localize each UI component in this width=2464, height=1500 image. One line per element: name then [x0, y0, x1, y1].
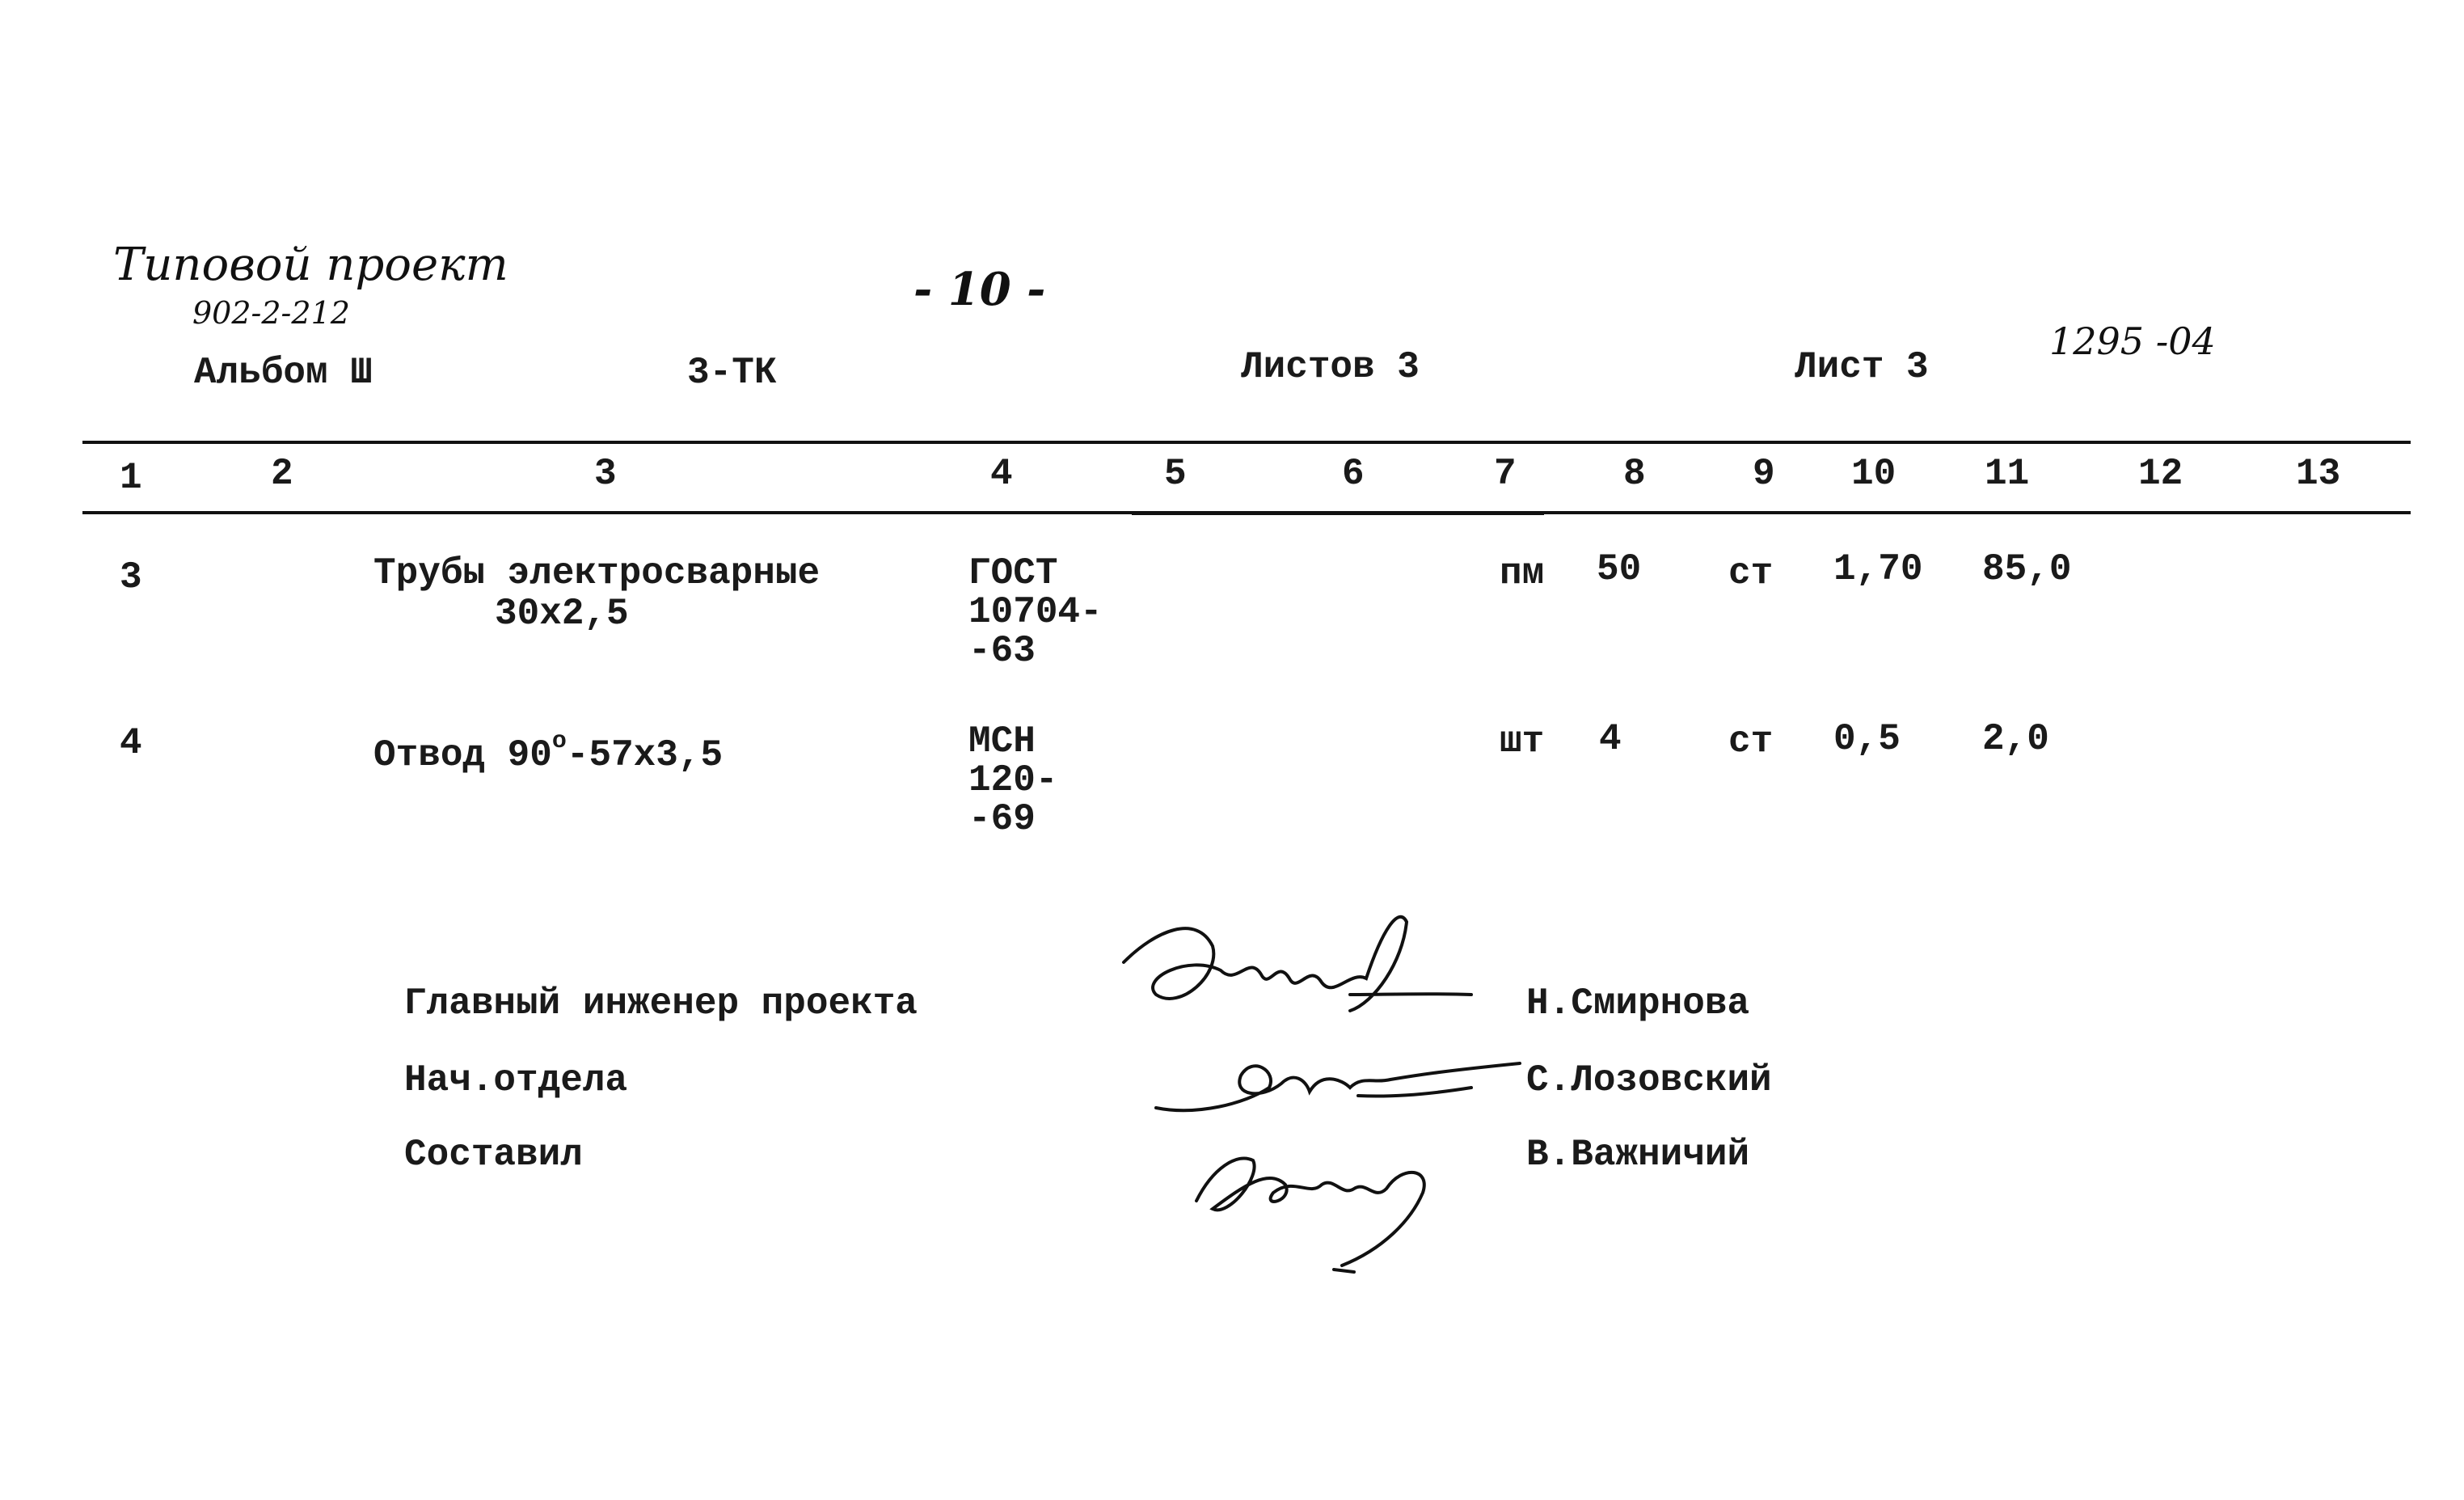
- column-number: 8: [1623, 453, 1646, 495]
- project-title-handwritten: Типовой проект: [113, 239, 508, 291]
- standard-line2: 10704-: [968, 591, 1103, 633]
- item-size: 30х2,5: [495, 593, 629, 635]
- item-name: Трубы электросварные: [373, 552, 821, 594]
- project-number-handwritten: 902-2-212: [192, 295, 350, 331]
- degree-sign: о: [551, 728, 567, 755]
- row-number: 3: [120, 556, 142, 598]
- column-number: 5: [1164, 453, 1187, 495]
- column-number: 3: [594, 453, 617, 495]
- column-number: 6: [1342, 453, 1365, 495]
- standard-line1: МСН: [968, 720, 1036, 763]
- column-number: 11: [1985, 453, 2030, 495]
- signature-scribble: [1180, 1120, 1455, 1274]
- signature-scribble: [1148, 1039, 1528, 1128]
- total-mass: 85,0: [1982, 548, 2072, 590]
- column-number: 13: [2296, 453, 2341, 495]
- unit: шт: [1500, 720, 1545, 763]
- column-number: 7: [1494, 453, 1517, 495]
- unit-mass: 1,70: [1833, 548, 1923, 590]
- signatory-name: Н.Смирнова: [1526, 982, 1750, 1025]
- column-header-rule-accent: [1132, 513, 1544, 515]
- signatory-role: Главный инженер проекта: [404, 982, 918, 1025]
- page-number: - 10 -: [913, 263, 1046, 316]
- material: ст: [1728, 720, 1774, 763]
- column-number: 1: [120, 457, 142, 499]
- signatory-role: Нач.отдела: [404, 1059, 628, 1101]
- unit-mass: 0,5: [1833, 718, 1901, 760]
- standard-line1: ГОСТ: [968, 552, 1058, 594]
- item-name-tail: -57х3,5: [566, 734, 724, 776]
- album-label: Альбом Ш: [194, 352, 373, 394]
- item-name-text: Отвод 90: [373, 734, 552, 776]
- column-number: 10: [1851, 453, 1897, 495]
- unit: пм: [1500, 552, 1545, 594]
- sheet-number: Лист 3: [1795, 346, 1929, 388]
- signatory-name: В.Важничий: [1526, 1134, 1750, 1176]
- table-top-rule: [82, 441, 2411, 444]
- column-number: 4: [990, 453, 1013, 495]
- sheets-total: Листов 3: [1241, 346, 1420, 388]
- document-code: 3-ТК: [687, 352, 777, 394]
- column-number: 12: [2138, 453, 2183, 495]
- standard-line3: -63: [968, 630, 1036, 672]
- row-number: 4: [120, 722, 142, 764]
- quantity: 4: [1599, 718, 1622, 760]
- material: ст: [1728, 552, 1774, 594]
- column-number: 2: [271, 453, 293, 495]
- signatory-role: Составил: [404, 1134, 583, 1176]
- quantity: 50: [1597, 548, 1642, 590]
- column-number: 9: [1753, 453, 1775, 495]
- signature-scribble: [1108, 898, 1479, 1027]
- standard-line2: 120-: [968, 759, 1058, 801]
- item-name: [373, 722, 723, 775]
- stamp-number: 1295 -04: [2049, 319, 2216, 363]
- signatory-name: С.Лозовский: [1526, 1059, 1772, 1101]
- standard-line3: -69: [968, 798, 1036, 840]
- total-mass: 2,0: [1982, 718, 2049, 760]
